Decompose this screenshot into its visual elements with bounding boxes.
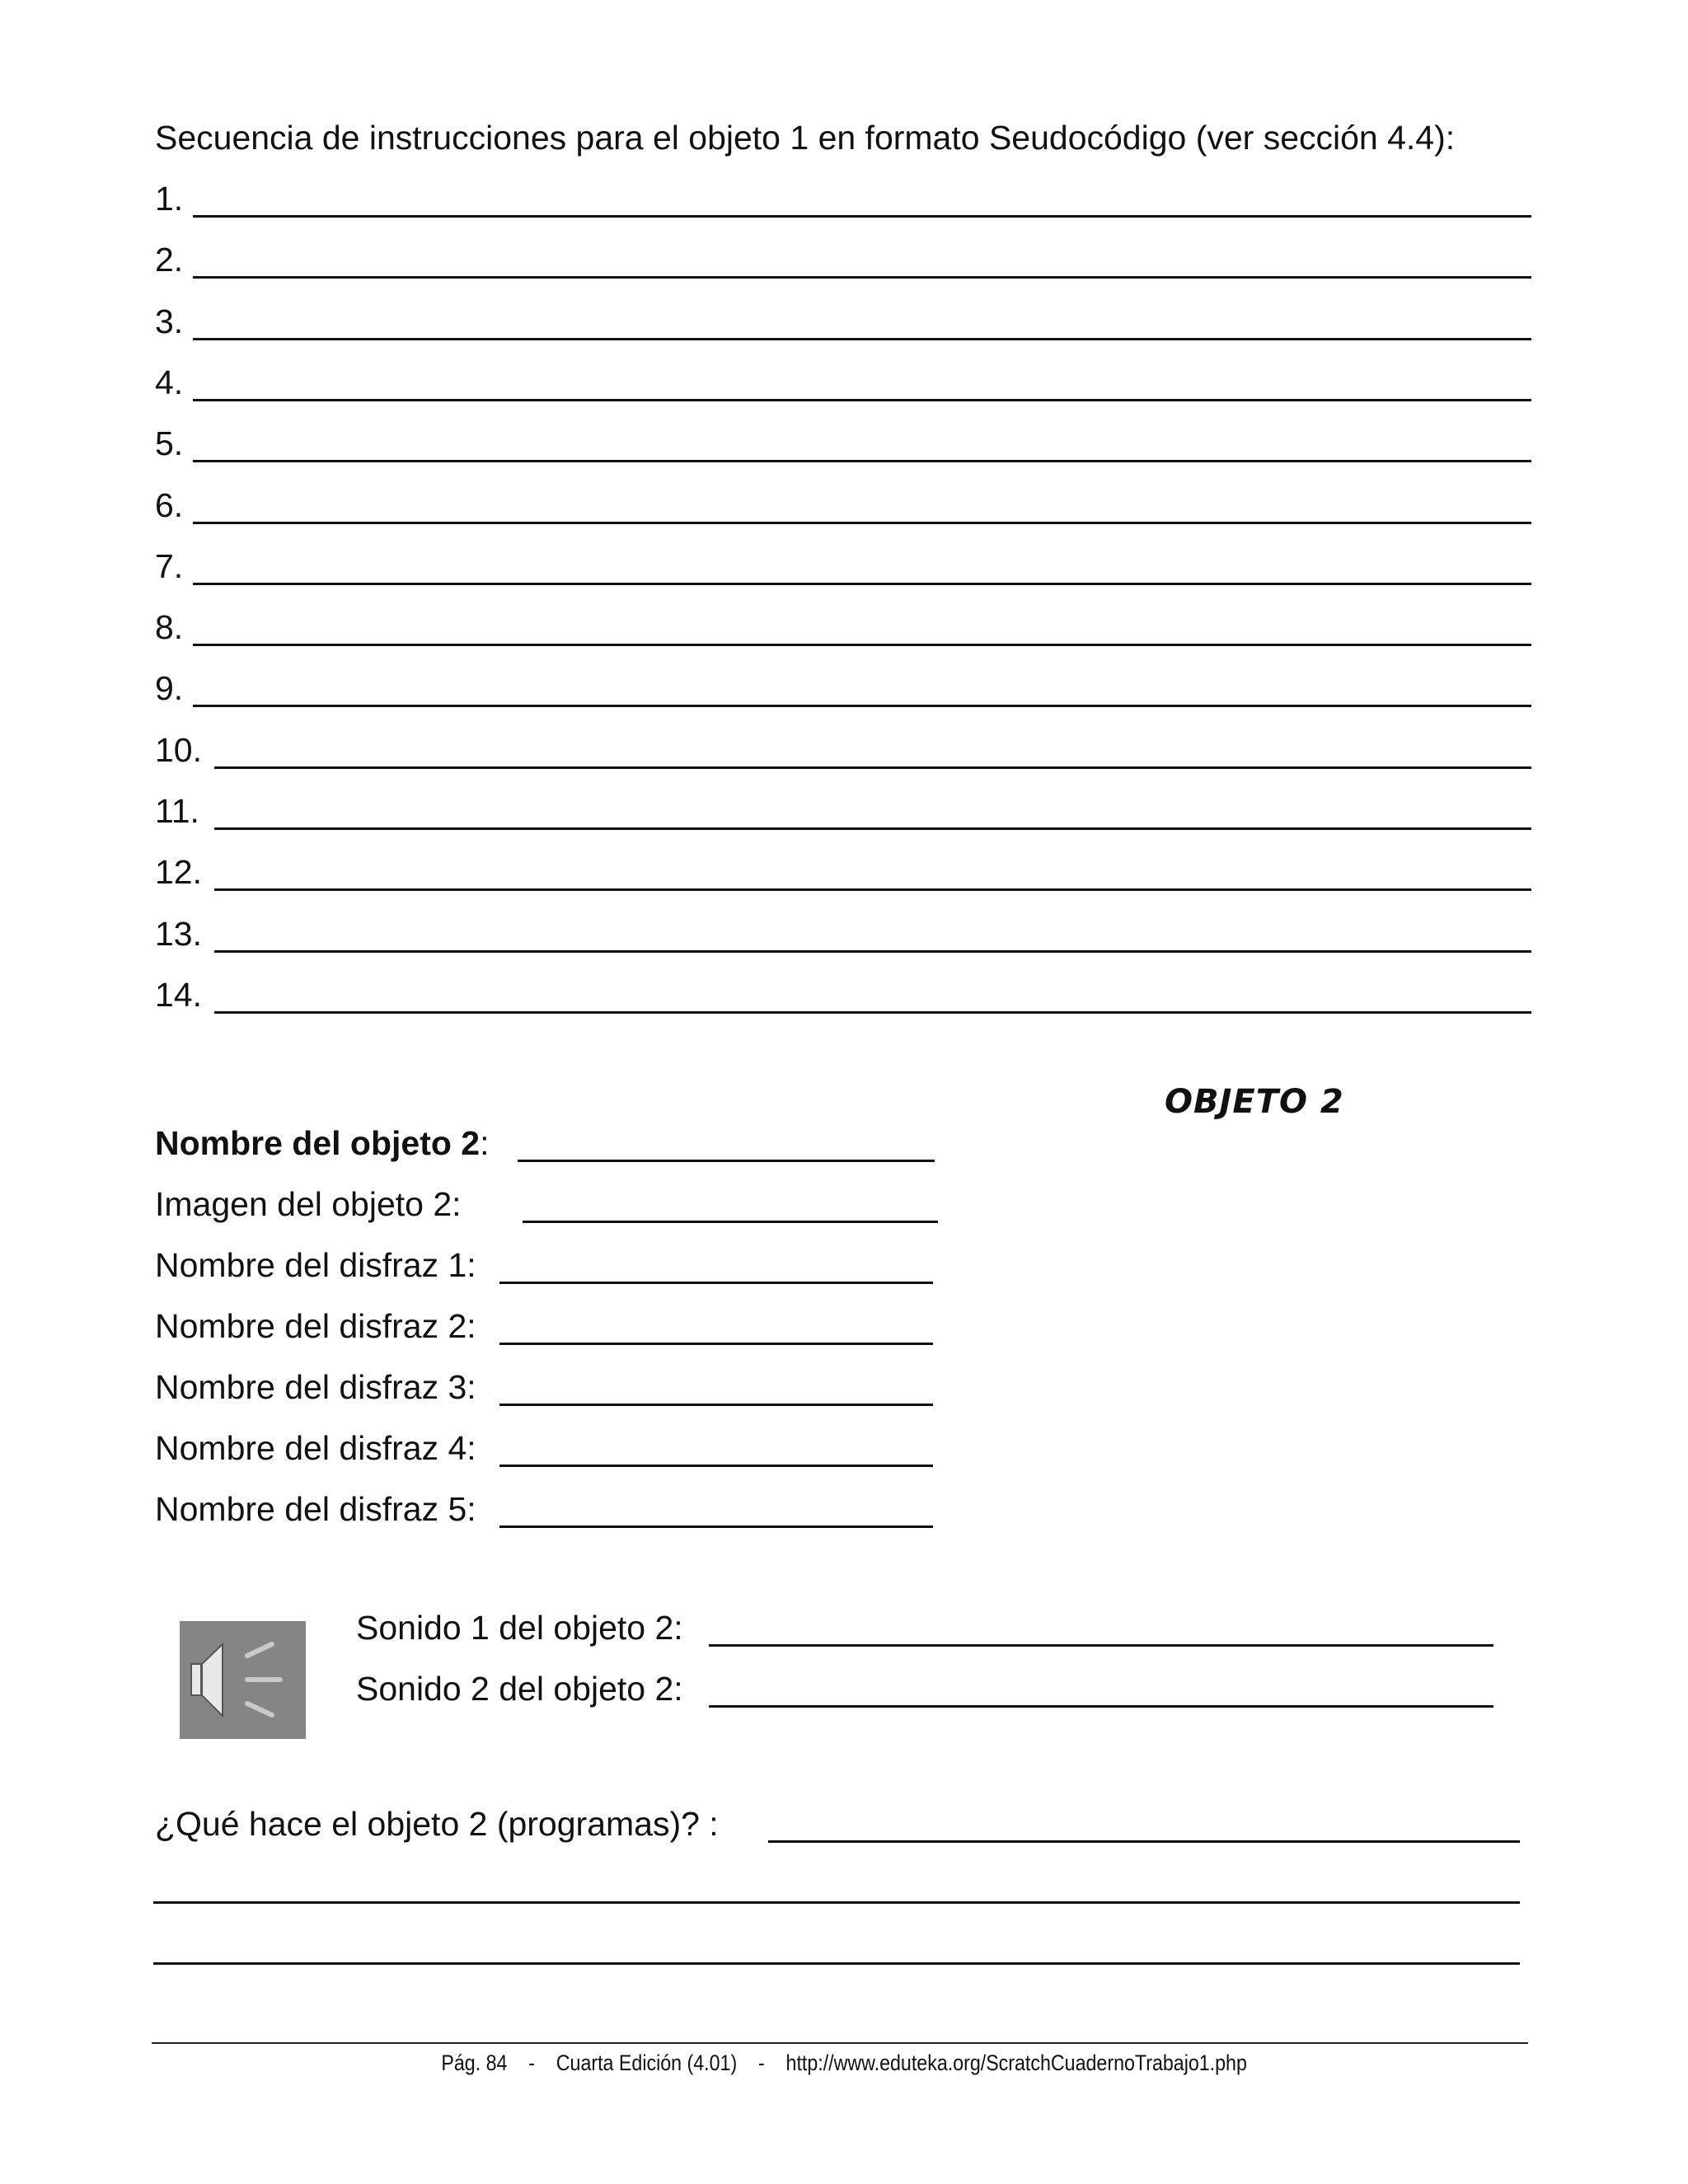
sequence-blank-line[interactable] xyxy=(193,522,1531,524)
sequence-number: 14. xyxy=(155,975,202,1014)
sound-field-label: Sonido 1 del objeto 2: xyxy=(356,1609,683,1647)
sequence-number: 10. xyxy=(155,730,202,769)
object-field-row xyxy=(0,1244,1688,1286)
sequence-row xyxy=(0,546,1688,587)
object-field-row xyxy=(0,1427,1688,1469)
sequence-number: 8. xyxy=(155,608,184,647)
page-footer xyxy=(119,2049,1570,2077)
sequence-number: 9. xyxy=(155,669,184,708)
sequence-blank-line[interactable] xyxy=(193,399,1531,401)
answer-blank-line[interactable] xyxy=(153,1901,1520,1904)
object-field-blank[interactable] xyxy=(499,1404,933,1406)
object-name-label xyxy=(155,1122,490,1164)
answer-blank-line[interactable] xyxy=(153,1962,1520,1965)
object-field-row xyxy=(0,1305,1688,1347)
sequence-blank-line[interactable] xyxy=(214,950,1531,953)
sound-field-blank[interactable] xyxy=(709,1705,1493,1708)
object-name-label-colon: : xyxy=(480,1124,490,1162)
sequence-row xyxy=(0,178,1688,219)
object-field-row xyxy=(0,1366,1688,1408)
sequence-row xyxy=(0,301,1688,342)
footer-separator: - xyxy=(528,2050,535,2075)
sequence-row xyxy=(0,362,1688,403)
sound-field-label: Sonido 2 del objeto 2: xyxy=(356,1670,683,1708)
object-field-blank[interactable] xyxy=(499,1282,933,1284)
object-field-blank[interactable] xyxy=(523,1221,938,1223)
sequence-number: 11. xyxy=(155,792,199,830)
object-field-label: Nombre del disfraz 2: xyxy=(155,1307,476,1345)
sequence-number: 7. xyxy=(155,546,184,585)
object-name-label-bold: Nombre del objeto 2 xyxy=(155,1124,481,1162)
sound-field-blank[interactable] xyxy=(709,1644,1493,1647)
sequence-row xyxy=(0,607,1688,648)
object-field-label: Nombre del disfraz 5: xyxy=(155,1490,476,1528)
question-blank[interactable] xyxy=(768,1840,1520,1843)
sequence-row xyxy=(0,790,1688,832)
footer-rule xyxy=(152,2042,1528,2044)
object-field-row xyxy=(0,1488,1688,1530)
object-field-blank[interactable] xyxy=(499,1343,933,1345)
object-field-label: Nombre del disfraz 4: xyxy=(155,1429,476,1467)
sequence-number: 12. xyxy=(155,853,202,892)
footer-page-number: Pág. 84 xyxy=(441,2050,508,2075)
sequence-blank-line[interactable] xyxy=(193,276,1531,279)
sequence-row xyxy=(0,913,1688,954)
question-label: ¿Qué hace el objeto 2 (programas)? : xyxy=(155,1805,719,1843)
object-field-blank[interactable] xyxy=(499,1465,933,1467)
sequence-blank-line[interactable] xyxy=(214,1011,1531,1014)
sequence-instruction-heading: Secuencia de instrucciones para el objeto 1 en formato Seudocódigo (ver sección 4.4): xyxy=(155,119,1456,157)
sequence-number: 2. xyxy=(155,241,184,279)
sequence-blank-line[interactable] xyxy=(214,766,1531,769)
sequence-number: 5. xyxy=(155,424,184,463)
sequence-blank-line[interactable] xyxy=(193,705,1531,707)
object-field-label: Imagen del objeto 2: xyxy=(155,1185,462,1223)
footer-separator: - xyxy=(757,2050,765,2075)
sequence-blank-line[interactable] xyxy=(214,827,1531,830)
object-heading: OBJETO 2 xyxy=(1165,1083,1344,1121)
sequence-blank-line[interactable] xyxy=(193,583,1531,585)
sequence-blank-line[interactable] xyxy=(193,338,1531,340)
object-field-label: Nombre del disfraz 1: xyxy=(155,1246,476,1284)
sequence-row xyxy=(0,668,1688,709)
sequence-blank-line[interactable] xyxy=(193,460,1531,462)
object-field-label: Nombre del disfraz 3: xyxy=(155,1368,476,1406)
sequence-number: 3. xyxy=(155,302,184,340)
sequence-number: 1. xyxy=(155,180,184,218)
object-field-blank[interactable] xyxy=(499,1526,933,1528)
sequence-row xyxy=(0,239,1688,280)
footer-edition: Cuarta Edición (4.01) xyxy=(556,2050,738,2075)
sequence-blank-line[interactable] xyxy=(193,644,1531,646)
object-field-row xyxy=(0,1183,1688,1225)
sequence-number: 6. xyxy=(155,485,184,524)
sequence-row xyxy=(0,974,1688,1015)
sequence-number: 13. xyxy=(155,914,202,953)
sequence-blank-line[interactable] xyxy=(193,215,1531,218)
sequence-blank-line[interactable] xyxy=(214,888,1531,891)
sequence-row xyxy=(0,423,1688,464)
object-name-blank[interactable] xyxy=(518,1160,935,1162)
sequence-row xyxy=(0,729,1688,771)
footer-url[interactable]: http://www.eduteka.org/ScratchCuadernoTrabajo1.php xyxy=(785,2050,1247,2075)
object-name-row xyxy=(0,1122,1688,1164)
sound-field-row xyxy=(0,1668,1688,1709)
question-row xyxy=(0,1803,1688,1844)
sequence-row xyxy=(0,851,1688,893)
sound-field-row xyxy=(0,1607,1688,1648)
sequence-number: 4. xyxy=(155,363,184,401)
sequence-row xyxy=(0,485,1688,526)
